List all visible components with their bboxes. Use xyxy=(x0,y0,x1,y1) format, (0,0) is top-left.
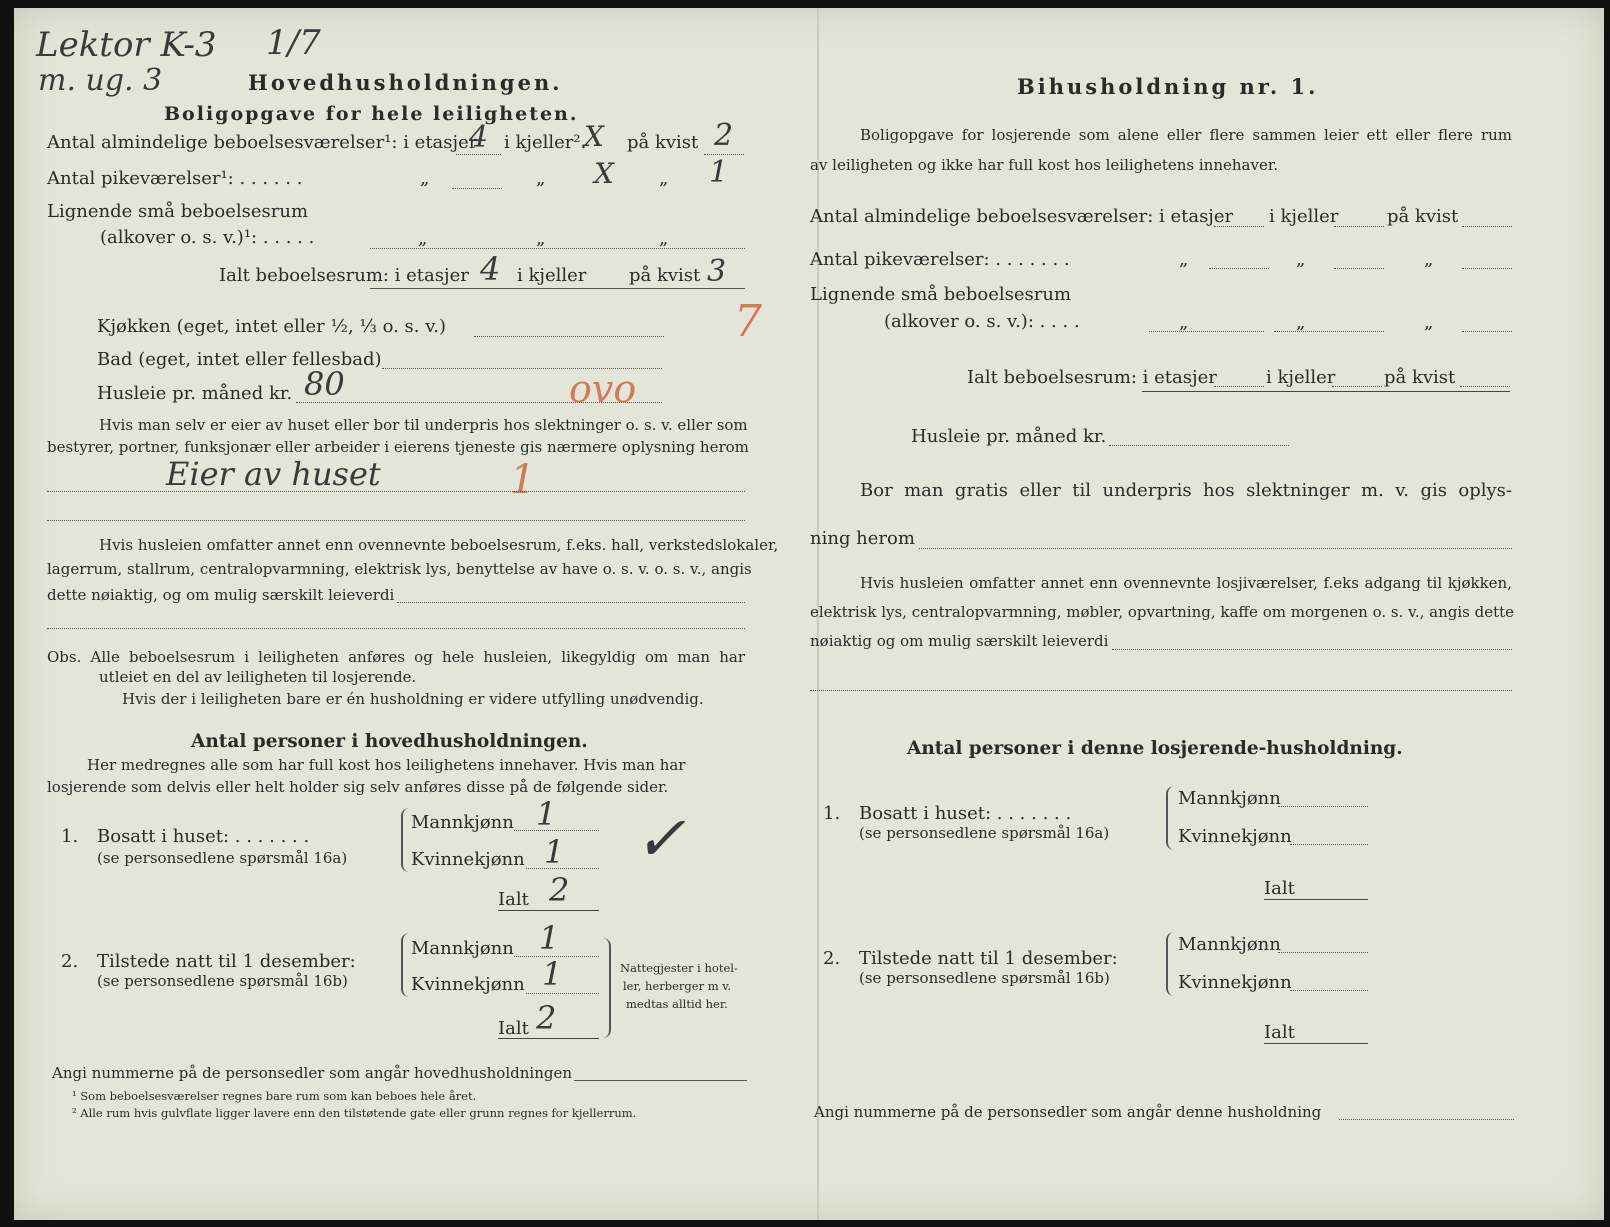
page-title: Bihusholdning nr. 1. xyxy=(1017,74,1319,99)
rooms-kvist-label: på kvist xyxy=(627,132,699,153)
total-etasjer-line xyxy=(1214,386,1264,387)
margin-note-handwriting: m. ug. 3 xyxy=(38,63,163,98)
rent-line xyxy=(1109,445,1289,446)
total-kjeller-label: i kjeller xyxy=(517,265,587,286)
rooms-kvist-label: på kvist xyxy=(1387,206,1459,227)
checkmark: ✓ xyxy=(634,802,686,875)
rent-label: Husleie pr. måned kr. xyxy=(911,426,1107,447)
rooms-etasjer-line xyxy=(1214,226,1264,227)
rooms-kvist-line xyxy=(1462,226,1512,227)
male-line xyxy=(514,830,599,831)
maid-rooms-label: Antal pikeværelser: . . . . . . . xyxy=(810,249,1070,270)
q2-number: 2. xyxy=(61,951,79,972)
rent-includes-line xyxy=(397,602,745,603)
total-kjeller-label: i kjeller xyxy=(1266,367,1336,388)
brace xyxy=(1166,786,1178,850)
female-line xyxy=(1290,990,1368,991)
rent-includes-text: nøiaktig og om mulig særskilt leieverdi xyxy=(810,632,1109,650)
maid-kvist-line xyxy=(1462,268,1512,269)
female-label: Kvinnekjønn xyxy=(411,849,525,870)
q2-label: Tilstede natt til 1 desember: xyxy=(859,948,1118,969)
rent-includes-line-2 xyxy=(810,690,1512,691)
small-kjeller-line xyxy=(1274,331,1384,332)
persons-text: Her medregnes alle som har full kost hos leilighetens innehaver. Hvis man har xyxy=(87,756,686,774)
rooms-kjeller-value: X xyxy=(584,120,604,153)
ditto-mark: „ xyxy=(1296,249,1306,270)
total-label: Ialt xyxy=(1264,878,1295,899)
maid-rooms-label: Antal pikeværelser¹: . . . . . . xyxy=(47,168,303,189)
small-rooms-label: Lignende små beboelsesrum xyxy=(47,201,309,222)
q2-total-value: 2 xyxy=(536,999,557,1037)
ditto-mark: „ xyxy=(1424,312,1434,333)
small-rooms-sublabel: (alkover o. s. v.)¹: . . . . . xyxy=(100,227,315,248)
rent-includes-line xyxy=(1112,649,1512,650)
rent-includes-text: elektrisk lys, centralopvarmning, møbler, opvartning, kaffe om morgenen o. s. v., angis dette xyxy=(810,603,1515,621)
female-line xyxy=(1290,844,1368,845)
owner-line-2 xyxy=(47,520,745,521)
q1-total-value: 2 xyxy=(549,871,570,909)
total-rooms-label: Ialt beboelsesrum: i etasjer xyxy=(967,367,1217,388)
numbers-line xyxy=(574,1080,747,1081)
male-line xyxy=(1278,806,1368,807)
female-label: Kvinnekjønn xyxy=(1178,972,1292,993)
ditto-mark: „ xyxy=(1179,249,1189,270)
intro-text: av leiligheten og ikke har full kost hos leilighetens innehaver. xyxy=(810,156,1279,174)
owner-mark: 1 xyxy=(510,457,536,503)
rooms-label: Antal almindelige beboelsesværelser¹: i etasjer xyxy=(47,132,478,153)
rent-includes-text: lagerrum, stallrum, centralopvarmning, elektrisk lys, benyttelse av have o. s. v. o. s. v., angis xyxy=(47,560,752,578)
numbers-label: Angi nummerne på de personsedler som angår denne husholdning xyxy=(814,1103,1322,1121)
ditto-mark: „ xyxy=(420,168,430,189)
numbers-line xyxy=(1339,1119,1514,1120)
q1-label: Bosatt i huset: . . . . . . . xyxy=(859,803,1072,824)
q1-label: Bosatt i huset: . . . . . . . xyxy=(97,826,310,847)
small-rooms-label: Lignende små beboelsesrum xyxy=(810,284,1072,305)
q1-number: 1. xyxy=(61,826,79,847)
ditto-mark: „ xyxy=(1179,312,1189,333)
free-rent-line xyxy=(919,548,1512,549)
rent-includes-line-2 xyxy=(47,628,745,629)
owner-line xyxy=(47,491,745,492)
footnote: ² Alle rum hvis gulvflate ligger lavere enn den tilstøtende gate eller grunn regnes for kjellerrum. xyxy=(72,1106,637,1120)
owner-value: Eier av huset xyxy=(166,455,381,493)
footnote: ¹ Som beboelsesværelser regnes bare rum som kan beboes hele året. xyxy=(72,1089,477,1103)
page-title: Hovedhusholdningen. xyxy=(248,70,563,95)
total-etasjer-value: 4 xyxy=(480,250,501,288)
persons-title: Antal personer i hovedhusholdningen. xyxy=(191,731,588,752)
ditto-mark: „ xyxy=(536,228,546,249)
total-kvist-value: 3 xyxy=(707,254,727,289)
margin-note-handwriting: 1/7 xyxy=(266,23,321,63)
ditto-mark: „ xyxy=(1296,312,1306,333)
obs-text: Obs. Alle beboelsesrum i leiligheten anføres og hele husleien, likegyldig om man har xyxy=(47,648,745,666)
maid-kjeller-value: X xyxy=(594,157,614,190)
owner-text: Hvis man selv er eier av huset eller bor til underpris hos slektninger o. s. v. eller som xyxy=(99,416,748,434)
small-kvist-line xyxy=(1462,331,1512,332)
free-rent-text: Bor man gratis eller til underpris hos slektninger m. v. gis oplys- xyxy=(860,480,1512,501)
male-line xyxy=(1278,952,1368,953)
maid-etasjer-line xyxy=(1209,268,1269,269)
rooms-kjeller-line xyxy=(1334,226,1384,227)
kitchen-line xyxy=(474,336,664,337)
ditto-mark: „ xyxy=(536,168,546,189)
census-form-sheet xyxy=(14,8,1604,1220)
female-label: Kvinnekjønn xyxy=(1178,826,1292,847)
maid-kvist-value: 1 xyxy=(709,155,729,190)
total-line xyxy=(498,1038,599,1039)
rent-includes-text: Hvis husleien omfatter annet enn ovennevnte losjiværelser, f.eks adgang til kjøkken, xyxy=(860,574,1512,592)
total-line xyxy=(1264,1043,1368,1044)
rent-label: Husleie pr. måned kr. xyxy=(97,383,293,404)
owner-text: bestyrer, portner, funksjonær eller arbeider i eierens tjeneste gis nærmere oplysning herom xyxy=(47,438,749,456)
total-kvist-label: på kvist xyxy=(629,265,701,286)
q1-sublabel: (se personsedlene spørsmål 16a) xyxy=(859,824,1110,842)
total-kjeller-line xyxy=(1332,386,1382,387)
total-rooms-line xyxy=(1142,391,1510,392)
persons-text: losjerende som delvis eller helt holder sig selv anføres disse på de følgende sider. xyxy=(47,778,669,796)
rooms-kvist-value: 2 xyxy=(714,118,734,153)
q2-sublabel: (se personsedlene spørsmål 16b) xyxy=(97,972,348,990)
female-label: Kvinnekjønn xyxy=(411,974,525,995)
q2-number: 2. xyxy=(823,948,841,969)
q1-female-value: 1 xyxy=(544,833,565,871)
kitchen-mark: 7 xyxy=(734,296,762,347)
total-label: Ialt xyxy=(498,1018,529,1039)
q2-label: Tilstede natt til 1 desember: xyxy=(97,951,356,972)
total-rooms-line xyxy=(370,288,745,289)
q1-sublabel: (se personsedlene spørsmål 16a) xyxy=(97,849,348,867)
total-line xyxy=(1264,899,1368,900)
q2-female-value: 1 xyxy=(542,955,563,993)
brace xyxy=(1166,932,1178,996)
rooms-label: Antal almindelige beboelsesværelser: i etasjer xyxy=(810,206,1234,227)
obs-text: utleiet en del av leiligheten til losjerende. xyxy=(99,668,417,686)
male-label: Mannkjønn xyxy=(411,938,514,959)
persons-title: Antal personer i denne losjerende-husholdning. xyxy=(907,738,1403,759)
q1-number: 1. xyxy=(823,803,841,824)
numbers-label: Angi nummerne på de personsedler som angår hovedhusholdningen xyxy=(52,1064,572,1082)
page-subtitle: Boligopgave for hele leiligheten. xyxy=(164,103,579,125)
rooms-kjeller-label: i kjeller². xyxy=(504,132,587,153)
female-line xyxy=(526,993,599,994)
rent-value: 80 xyxy=(304,365,345,403)
free-rent-text: ning herom xyxy=(810,528,915,549)
rent-includes-text: dette nøiaktig, og om mulig særskilt leieverdi xyxy=(47,586,395,604)
maid-etasjer-line xyxy=(452,188,502,189)
q1-male-value: 1 xyxy=(536,795,557,833)
male-label: Mannkjønn xyxy=(1178,934,1281,955)
male-label: Mannkjønn xyxy=(1178,788,1281,809)
ditto-mark: „ xyxy=(418,228,428,249)
margin-note-handwriting: Lektor K-3 xyxy=(36,25,217,65)
ditto-mark: „ xyxy=(659,168,669,189)
kitchen-label: Kjøkken (eget, intet eller ½, ⅓ o. s. v.) xyxy=(97,316,446,337)
guests-note: ler, herberger m v. xyxy=(623,979,732,993)
q2-male-value: 1 xyxy=(539,919,560,957)
obs-text: Hvis der i leiligheten bare er én husholdning er videre utfylling unødvendig. xyxy=(122,690,704,708)
total-rooms-label: Ialt beboelsesrum: i etasjer xyxy=(219,265,469,286)
bath-label: Bad (eget, intet eller fellesbad) xyxy=(97,349,382,370)
small-rooms-sublabel: (alkover o. s. v.): . . . . xyxy=(884,311,1080,332)
total-kvist-line xyxy=(1460,386,1510,387)
guests-note: medtas alltid her. xyxy=(626,997,728,1011)
rooms-kjeller-label: i kjeller xyxy=(1269,206,1339,227)
intro-text: Boligopgave for losjerende som alene eller flere sammen leier ett eller flere rum xyxy=(860,126,1512,144)
q2-sublabel: (se personsedlene spørsmål 16b) xyxy=(859,969,1110,987)
rooms-etasjer-value: 4 xyxy=(469,120,489,155)
rent-includes-text: Hvis husleien omfatter annet enn ovennevnte beboelsesrum, f.eks. hall, verkstedslokaler, xyxy=(99,536,779,554)
ditto-mark: „ xyxy=(659,228,669,249)
maid-kjeller-line xyxy=(1334,268,1384,269)
total-label: Ialt xyxy=(498,889,529,910)
total-line xyxy=(498,910,599,911)
total-label: Ialt xyxy=(1264,1022,1295,1043)
total-kvist-label: på kvist xyxy=(1384,367,1456,388)
guests-note: Nattegjester i hotel- xyxy=(620,961,738,975)
brace xyxy=(599,938,611,1038)
rent-mark: ovo xyxy=(569,367,637,411)
small-etasjer-line xyxy=(1149,331,1264,332)
male-label: Mannkjønn xyxy=(411,812,514,833)
ditto-mark: „ xyxy=(1424,249,1434,270)
